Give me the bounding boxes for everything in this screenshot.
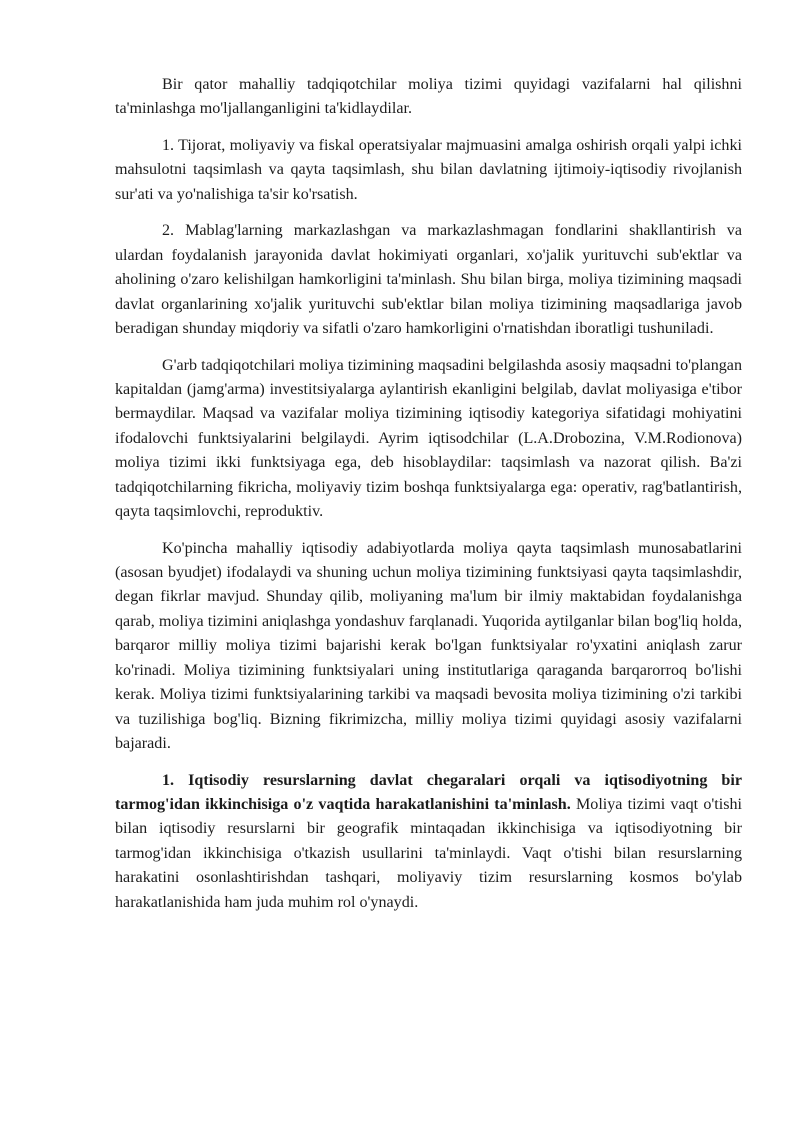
paragraph-item-1 — [115, 134, 742, 207]
paragraph-local-literature — [115, 537, 742, 757]
paragraph-text: 1. Tijorat, moliyaviy va fiskal operatsiyalar majmuasini amalga oshirish orqali yalpi ichki mahsulotni taqsimlash va qayta taqsimlash, shu bilan davlatning ijtimoiy-iqtisodiy rivojlanish sur'ati va yo'nalishiga ta'sir ko'rsatish. — [115, 137, 742, 203]
paragraph-text: Moliya tizimi vaqt o'tishi bilan iqtisodiy resurslarni bir geografik mintaqadan ikkinchisiga va iqtisodiyotning bir tarmog'idan ikkinchisiga o'tkazish usullarini ta'minlaydi. Vaqt o'tishi bilan resurslarning harakatini osonlashtirishdan tashqari, moliyaviy tizim resurslarning kosmos bo'ylab harakatlanishida ham juda muhim rol o'ynaydi. — [115, 795, 742, 911]
paragraph-bold-lead: 1. Iqtisodiy resurslarning davlat chegaralari orqali va iqtisodiyotning bir tarmog'idan ikkinchisiga o'z vaqtida harakatlanishini ta'minlash. — [115, 771, 742, 813]
paragraph-text: G'arb tadqiqotchilari moliya tizimining maqsadini belgilashda asosiy maqsadni to'plangan kapitaldan (jamg'arma) investitsiyalarga aylantirish ekanligini belgilab, davlat moliyasiga e'tibor bermaydilar. Maqsad va vazifalar moliya tizimining iqtisodiy kategoriya sifatidagi mohiyatini ifodalovchi funktsiyalarini belgilaydi. Ayrim iqtisodchilar (L.A.Drobozina, V.M.Rodionova) moliya tizimi ikki funktsiyaga ega, deb hisoblaydilar: taqsimlash va nazorat qilish. Ba'zi tadqiqotchilarning fikricha, moliyaviy tizim boshqa funktsiyalarga ega: operativ, rag'batlantirish, qayta taqsimlovchi, reproduktiv. — [115, 356, 742, 521]
paragraph-western-researchers — [115, 354, 742, 525]
paragraph-text: Bir qator mahalliy tadqiqotchilar moliya tizimi quyidagi vazifalarni hal qilishni ta'minlashga mo'ljallanganligini ta'kidlaydilar. — [115, 76, 742, 118]
paragraph-function-1 — [115, 769, 742, 915]
document-page — [115, 73, 742, 927]
paragraph-intro — [115, 73, 742, 122]
paragraph-item-2 — [115, 219, 742, 341]
paragraph-text: 2. Mablag'larning markazlashgan va markazlashmagan fondlarini shakllantirish va ulardan foydalanish jarayonida davlat hokimiyati organlari, xo'jalik yurituvchi sub'ektlar va aholining o'zaro kelishilgan hamkorligini ta'minlash. Shu bilan birga, moliya tizimining maqsadi davlat organlarining xo'jalik yurituvchi sub'ektlar bilan moliya tizimining maqsadlariga javob beradigan shunday miqdoriy va sifatli o'zaro hamkorligini o'rnatishdan iboratligi tushuniladi. — [115, 222, 742, 338]
paragraph-text: Ko'pincha mahalliy iqtisodiy adabiyotlarda moliya qayta taqsimlash munosabatlarini (asosan byudjet) ifodalaydi va shuning uchun moliya tizimining funktsiyasi qayta taqsimlashdir, degan fikrlar mavjud. Shunday qilib, moliyaning ma'lum bir ilmiy maktabidan foydalanishga qarab, moliya tizimini aniqlashga yondashuv farqlanadi. Yuqorida aytilganlar bilan bog'liq holda, barqaror milliy moliya tizimi bajarishi kerak bo'lgan funktsiyalar ro'yxatini aniqlash zarur ko'rinadi. Moliya tizimining funktsiyalari uning institutlariga qaraganda barqarorroq bo'lishi kerak. Moliya tizimi funktsiyalarining tarkibi va maqsadi bevosita moliya tizimining o'zi tarkibi va tuzilishiga bog'liq. Bizning fikrimizcha, milliy moliya tizimi quyidagi asosiy vazifalarni bajaradi. — [115, 539, 742, 752]
